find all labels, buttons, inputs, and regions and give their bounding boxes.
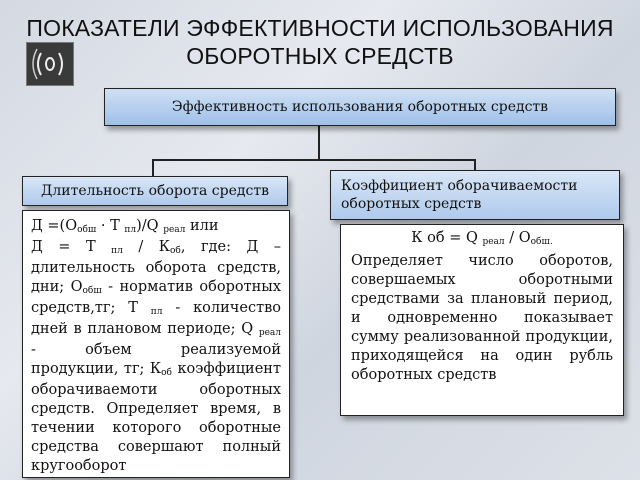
left-head-box [22, 176, 288, 206]
text-fragment: , где: Д – длительность оборота средств, дни; О [31, 239, 282, 295]
left-head-label: Длительность оборота средств [41, 183, 269, 199]
subscript: об [170, 246, 181, 256]
subscript: об [161, 368, 172, 378]
title-line-1: ПОКАЗАТЕЛИ ЭФФЕКТИВНОСТИ ИСПОЛЬЗОВАНИЯ [26, 15, 614, 41]
right-head-label: Коэффициент оборачиваемости оборотных средств [341, 178, 578, 212]
subscript: реал [258, 328, 281, 338]
text-fragment: - норматив оборотных средств,тг; Т [31, 279, 282, 316]
connector-right-vertical [474, 159, 476, 170]
subscript: пл [124, 225, 137, 235]
left-formula-1 [31, 217, 281, 238]
top-box [104, 88, 616, 126]
top-box-label: Эффективность использования оборотных средств [171, 99, 549, 115]
subscript: пл [111, 246, 123, 256]
subscript: пл [150, 307, 163, 317]
connector-left-vertical [152, 159, 154, 176]
text-fragment: коэффициент оборачиваемоти оборотных средств. Определяет время, в течении которого оборотные средства совершают полный кругооборот [31, 361, 281, 474]
text-fragment: - объем реализуемой продукции, тг; К [31, 342, 281, 377]
text-fragment: Д =(О [31, 218, 78, 234]
subscript: реал [163, 225, 186, 235]
title-line-2: ОБОРОТНЫХ СРЕДСТВ [186, 43, 454, 69]
text-fragment: )/Q [136, 218, 164, 234]
right-head-box [330, 170, 620, 220]
subscript: обш [82, 286, 102, 296]
connector-horizontal [152, 159, 475, 161]
right-body-text: Определяет число оборотов, совершаемых оборотными средствами за плановый период, и одновременно показывает сумму реализованной продукции, приходящейся на один рубль оборотных средств [351, 253, 613, 383]
right-formula [351, 229, 613, 250]
connector-top-vertical [318, 126, 320, 160]
text-fragment: или [185, 218, 219, 234]
page-title [0, 14, 640, 70]
text-fragment: - количество дней в плановом периоде; Q [31, 300, 281, 337]
text-fragment: / О [504, 230, 531, 246]
sound-icon[interactable] [26, 42, 74, 86]
subscript: обш [77, 225, 97, 235]
text-fragment: К об = Q [411, 230, 483, 246]
speaker-wave-icon [27, 43, 73, 85]
left-formula-2 [31, 238, 281, 476]
right-body-box [340, 224, 624, 416]
left-body-box [22, 210, 290, 478]
subscript: обш. [530, 237, 553, 247]
text-fragment: / К [122, 239, 170, 255]
text-fragment: · Т [96, 218, 125, 234]
text-fragment: Д = Т [31, 239, 112, 255]
subscript: реал [482, 237, 505, 247]
